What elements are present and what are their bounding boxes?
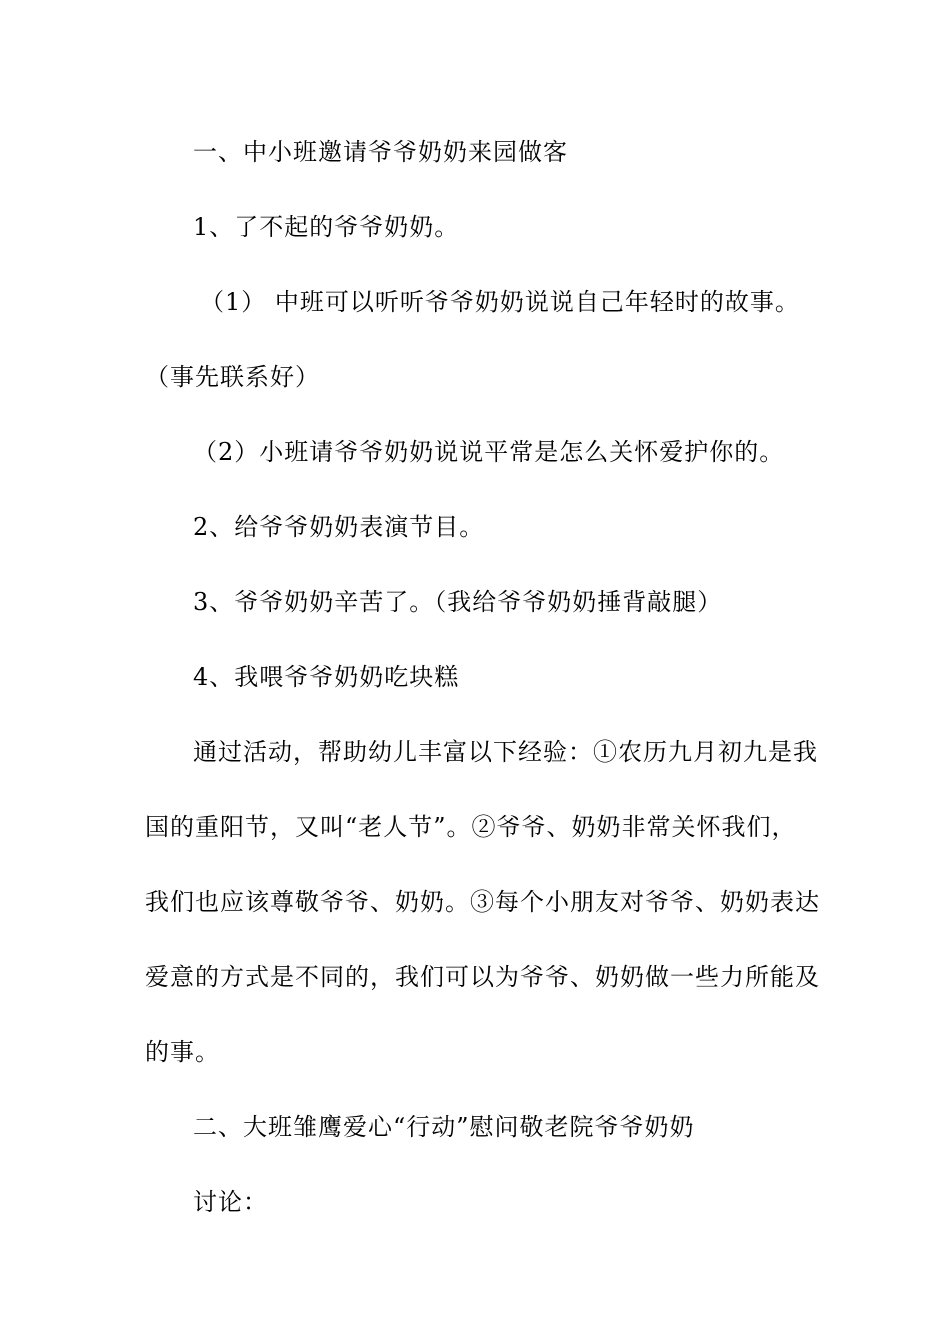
sub-item-2: （2）小班请爷爷奶奶说说平常是怎么关怀爱护你的。 bbox=[193, 438, 785, 466]
sub-item-1: （1） 中班可以听听爷爷奶奶说说自己年轻时的故事。 bbox=[200, 288, 800, 316]
list-item-4: 4、我喂爷爷奶奶吃块糕 bbox=[193, 663, 460, 691]
paragraph-line: 通过活动，帮助幼儿丰富以下经验：①农历九月初九是我 bbox=[193, 738, 818, 766]
heading-section-one: 一、中小班邀请爷爷奶奶来园做客 bbox=[193, 138, 568, 166]
paragraph-line: 的事。 bbox=[145, 1038, 220, 1066]
sub-item-1-continuation: （事先联系好） bbox=[145, 363, 320, 391]
paragraph-line: 我们也应该尊敬爷爷、奶奶。③每个小朋友对爷爷、奶奶表达 bbox=[145, 888, 820, 916]
list-item-3: 3、爷爷奶奶辛苦了。（我给爷爷奶奶捶背敲腿） bbox=[193, 588, 723, 616]
discussion-label: 讨论： bbox=[193, 1188, 268, 1216]
paragraph-line: 国的重阳节，又叫“老人节”。②爷爷、奶奶非常关怀我们， bbox=[145, 813, 797, 841]
list-item-1: 1、了不起的爷爷奶奶。 bbox=[193, 213, 460, 241]
list-item-2: 2、给爷爷奶奶表演节目。 bbox=[193, 513, 485, 541]
paragraph-line: 爱意的方式是不同的，我们可以为爷爷、奶奶做一些力所能及 bbox=[145, 963, 820, 991]
heading-section-two: 二、大班雏鹰爱心“行动”慰问敬老院爷爷奶奶 bbox=[193, 1113, 695, 1141]
